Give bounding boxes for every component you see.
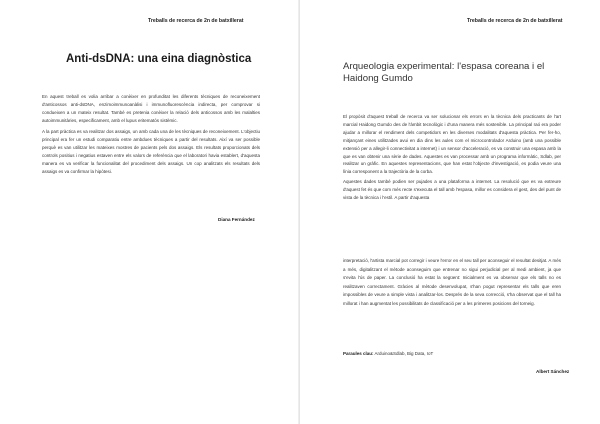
- paragraph: En aquest treball es volia arribar a conèixer en profunditat les diferents tècniques de reconeixement d'anticossos anti-dsDNA, enzimoimmunoanàlisi i immunofluorescència indirecta, per comprovar si condueixen a un mateix resultat. També es pretenia conèixer la relació dels anticossos amb les malalties autoimmunitàries, especificament, amb el lupus eritematós sistèmic.: [42, 94, 260, 123]
- running-header: Treballs de recerca de 2n de batxillerat: [467, 18, 563, 24]
- paragraph: El propòsit d'aquest treball de recerca va ser solucionar els errors en la tècnica dels practicants de l'art marcial Haidong Gumdo des de l'àmbit tecnològic i d'una manera més sostenible. La principal raó era poder ajudar a millorar el rendiment dels competidors en les diverses modalitats d'aquesta pràctica. Per fer-ho, mitjançant eines utilitzades avui en dia dins les aules com el microcontrolador Arduino (amb una possible extensió per a allegir-li connectivitat a internet) i un sensor d'acceleració, es va construir una espasa amb la que es van obtenir una sèrie de dades. Aquestes es van processar amb un programa informàtic, Sdlab, per realitzar un gràfic. En aquestes representacions, que han estat l'objecte d'investigació, es podia veure una línia corresponent a la trajectòria de la corba.: [343, 114, 561, 175]
- paragraph: interpretació, l'artista marcial pot corregir i veure l'error en el seu tall per aconseguir el resultat desitjat. A més a més, digitalitzant el mètode aconseguim que entrenar no sigui perjudicial per al medi ambient, ja que s'evita l'ús de paper. La conclusió ha estat la següent: Inicialment es va observar que els talls no es realitzaven correctament. Gràcies al mètode desenvolupat, s'han pogut representar els talls que eren impossibles de veure a simple vista i analitzar-los. Després de la seva correcció, s'ha observat que el tall ha millorat i han augmentat les possibilitats de classificació per a les primeres posicions del torneig.: [343, 258, 561, 306]
- article-body-continued: [343, 257, 561, 308]
- paragraph: Aquestes dades també podien ser pujades a una plataforma a internet. La resolució que es va extreure d'aquest fet és que com més recte s'executa el tall amb l'espasa, millor es considera el gest, des del punt de vista de la tècnica i l'estil. A partir d'aquesta: [343, 178, 561, 200]
- article-body: [42, 93, 260, 179]
- keywords: [343, 351, 433, 356]
- running-header: Treballs de recerca de 2n de batxillerat: [148, 18, 244, 24]
- paragraph: A la part pràctica es va realitzar dos assaigs, un amb cada una de les tècniques de reconeixement. L'objectiu principal era fer un estudi comparatiu entre ambdues tècniques a partir del resultats. Així va ser possible perquè es van utilitzar les mateixes mostres de pacients pels dos assaigs. Els resultats proporcionats dels controls positius i negatius estaven entre els valors de referència que el laboratori havia establert, d'aquesta manera es va verificar la funcionalitat del procediment dels assaigs. Un cop analitzats els resultats dels assaigs es va confirmar la hipòtesi.: [42, 129, 260, 174]
- article-body: [343, 113, 561, 203]
- keywords-label: Paraules clau:: [343, 351, 374, 356]
- author-name: Albert Sánchez: [536, 369, 570, 374]
- author-name: Diana Fernández: [218, 217, 255, 222]
- keywords-list: Arduino&Sdlab, Big Data, IoT: [373, 351, 434, 356]
- right-page: [300, 0, 600, 424]
- article-title: Anti-dsDNA: una eina diagnòstica: [66, 53, 252, 65]
- article-title: Arqueologia experimental: l'espasa coreana i el Haidong Gumdo: [343, 61, 545, 84]
